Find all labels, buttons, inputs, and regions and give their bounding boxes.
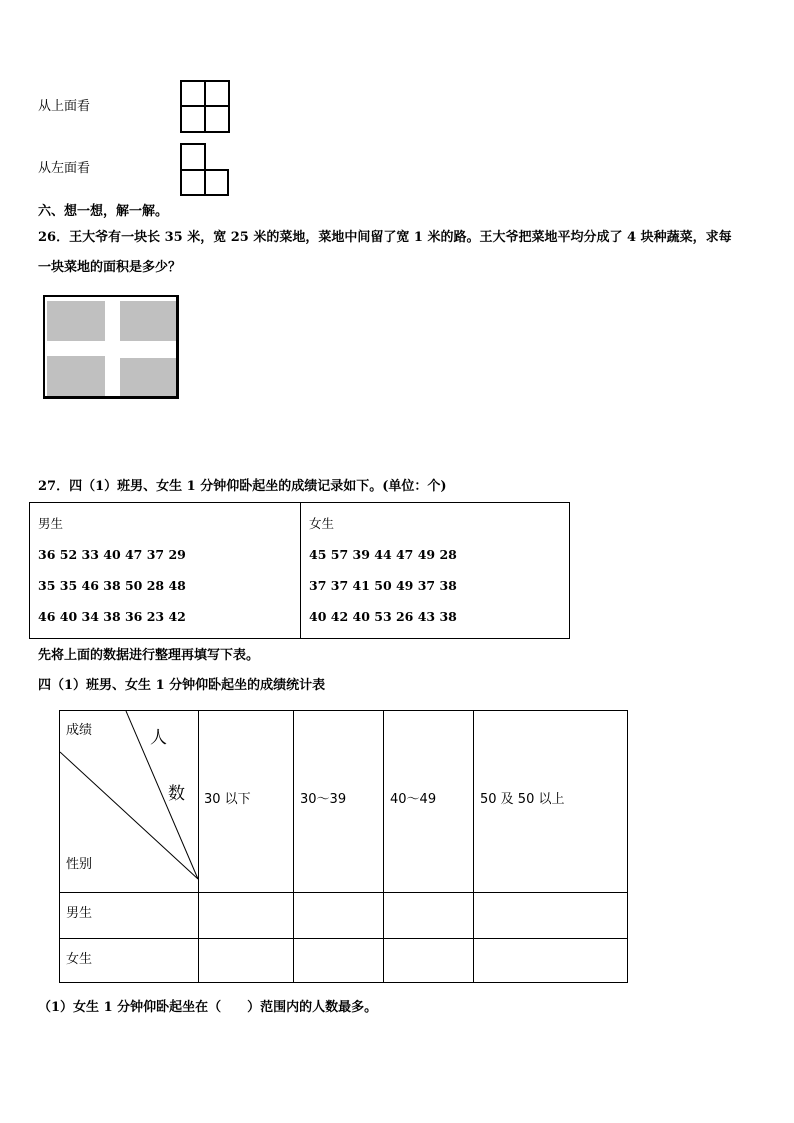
sub-question-1: （1）女生 1 分钟仰卧起坐在（ ）范围内的人数最多。 — [38, 1000, 378, 1015]
answer-cell[interactable] — [199, 939, 293, 982]
corner-score-label: 成绩 — [66, 723, 93, 738]
column-header: 30～39 — [300, 792, 347, 807]
boys-row: 36 52 33 40 47 37 29 — [38, 547, 186, 562]
answer-cell[interactable] — [384, 893, 473, 938]
q27-title: 27．四（1）班男、女生 1 分钟仰卧起坐的成绩记录如下。(单位：个) — [38, 479, 447, 494]
instruction-text: 先将上面的数据进行整理再填写下表。 — [38, 648, 260, 663]
plot-bottom-left — [47, 356, 105, 396]
boys-column — [38, 515, 186, 639]
stats-table-title: 四（1）班男、女生 1 分钟仰卧起坐的成绩统计表 — [38, 678, 326, 693]
answer-cell[interactable] — [384, 939, 473, 982]
column-header: 30 以下 — [204, 792, 251, 807]
girls-row: 45 57 39 44 47 49 28 — [309, 547, 457, 562]
stats-table — [59, 710, 628, 983]
row-label-boys: 男生 — [66, 906, 93, 921]
answer-cell[interactable] — [199, 893, 293, 938]
answer-cell[interactable] — [294, 939, 383, 982]
left-view-grid — [180, 143, 229, 196]
girls-header: 女生 — [309, 516, 335, 531]
row-label-girls: 女生 — [66, 952, 93, 967]
column-header: 50 及 50 以上 — [480, 792, 565, 807]
q26-text-line2: 一块菜地的面积是多少？ — [38, 260, 182, 275]
plot-top-left — [47, 301, 105, 341]
column-header: 40～49 — [390, 792, 437, 807]
section-heading: 六、想一想，解一解。 — [38, 204, 169, 219]
boys-row: 46 40 34 38 36 23 42 — [38, 609, 186, 624]
corner-gender-label: 性别 — [66, 857, 93, 872]
plot-bottom-right — [120, 358, 176, 396]
girls-column — [309, 515, 457, 639]
answer-cell[interactable] — [474, 939, 627, 982]
record-table — [29, 502, 570, 639]
corner-people-label-1: 人 — [150, 728, 167, 748]
answer-cell[interactable] — [474, 893, 627, 938]
top-view-label: 从上面看 — [38, 99, 91, 114]
boys-header: 男生 — [38, 516, 64, 531]
girls-row: 40 42 40 53 26 43 38 — [309, 609, 457, 624]
left-view-label: 从左面看 — [38, 161, 91, 176]
answer-cell[interactable] — [294, 893, 383, 938]
q26-text-line1: 26．王大爷有一块长 35 米，宽 25 米的菜地，菜地中间留了宽 1 米的路。王大爷把菜地平均分成了 4 块种蔬菜，求每 — [38, 230, 732, 245]
vegetable-plot-figure — [43, 295, 179, 399]
boys-row: 35 35 46 38 50 28 48 — [38, 578, 186, 593]
top-view-grid — [180, 80, 230, 133]
girls-row: 37 37 41 50 49 37 38 — [309, 578, 457, 593]
corner-people-label-2: 数 — [168, 784, 185, 804]
plot-top-right — [120, 301, 176, 341]
